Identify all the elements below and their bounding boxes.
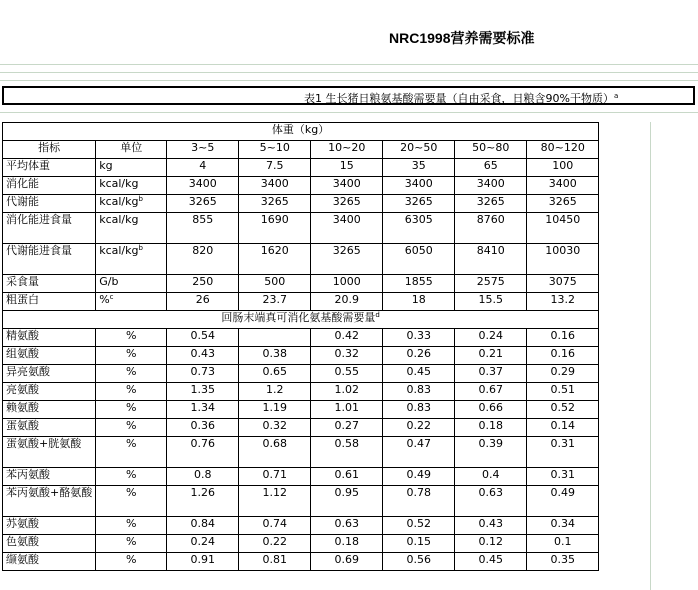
data-cell[interactable]: 0.16 (527, 329, 599, 347)
section-footnote: d (375, 311, 380, 319)
data-cell[interactable]: 0.67 (455, 383, 527, 401)
data-cell[interactable]: 3400 (455, 177, 527, 195)
row-unit[interactable]: % (96, 468, 167, 486)
row-label[interactable]: 精氨酸 (3, 329, 96, 347)
row-unit[interactable]: % (96, 517, 167, 535)
row-label[interactable]: 赖氨酸 (3, 401, 96, 419)
data-cell[interactable]: 0.52 (527, 401, 599, 419)
table-row (3, 329, 599, 347)
table-row (3, 177, 599, 195)
nutrient-table (2, 122, 599, 571)
unit-text: % (99, 293, 110, 306)
data-cell[interactable]: 0.47 (383, 437, 455, 468)
data-cell[interactable]: 0.66 (455, 401, 527, 419)
row-unit[interactable] (96, 159, 167, 177)
data-cell[interactable]: 23.7 (239, 293, 311, 311)
data-cell[interactable]: 0.49 (527, 486, 599, 517)
grid-line (0, 72, 698, 73)
data-cell[interactable]: 1.2 (239, 383, 311, 401)
table-row (3, 365, 599, 383)
data-cell[interactable]: 8410 (455, 244, 527, 275)
data-cell[interactable]: 0.83 (383, 383, 455, 401)
page-title: NRC1998营养需要标准 (389, 30, 535, 46)
data-cell[interactable]: 3265 (311, 244, 383, 275)
row-label[interactable]: 消化能进食量 (3, 213, 96, 244)
data-cell[interactable]: 20.9 (311, 293, 383, 311)
column-header[interactable]: 20~50 (383, 141, 455, 159)
column-header-row (3, 141, 599, 159)
data-cell[interactable]: 3400 (167, 177, 239, 195)
data-cell[interactable]: 0.73 (167, 365, 239, 383)
unit-text: kcal/kg (99, 177, 139, 190)
data-cell[interactable]: 0.52 (383, 517, 455, 535)
data-cell[interactable]: 1690 (239, 213, 311, 244)
data-cell[interactable]: 0.22 (383, 419, 455, 437)
column-header[interactable]: 50~80 (455, 141, 527, 159)
data-cell[interactable]: 0.78 (383, 486, 455, 517)
row-unit[interactable]: % (96, 553, 167, 571)
row-unit[interactable]: % (96, 486, 167, 517)
data-cell[interactable]: 3075 (527, 275, 599, 293)
row-unit[interactable]: % (96, 347, 167, 365)
data-cell[interactable]: 3400 (311, 213, 383, 244)
row-unit[interactable]: % (96, 419, 167, 437)
data-cell[interactable]: 0.58 (311, 437, 383, 468)
section-text: 回肠末端真可消化氨基酸需要量 (221, 311, 376, 324)
column-header[interactable]: 指标 (3, 141, 96, 159)
data-cell[interactable]: 1.26 (167, 486, 239, 517)
data-cell[interactable]: 3400 (239, 177, 311, 195)
table-row (3, 159, 599, 177)
data-cell[interactable]: 0.26 (383, 347, 455, 365)
table-row (3, 419, 599, 437)
data-cell[interactable]: 1855 (383, 275, 455, 293)
data-cell[interactable]: 1.02 (311, 383, 383, 401)
weight-header[interactable]: 体重（kg） (3, 123, 599, 141)
data-cell[interactable]: 0.16 (527, 347, 599, 365)
data-cell[interactable]: 0.56 (383, 553, 455, 571)
table-caption[interactable] (2, 86, 695, 105)
data-cell[interactable]: 100 (527, 159, 599, 177)
row-label[interactable]: 组氨酸 (3, 347, 96, 365)
data-cell[interactable]: 0.14 (527, 419, 599, 437)
data-cell[interactable]: 7.5 (239, 159, 311, 177)
table-row (3, 437, 599, 468)
data-cell[interactable]: 0.43 (455, 517, 527, 535)
data-cell[interactable]: 3400 (383, 177, 455, 195)
data-cell[interactable]: 0.74 (239, 517, 311, 535)
row-label[interactable]: 代谢能进食量 (3, 244, 96, 275)
data-cell[interactable]: 3265 (383, 195, 455, 213)
row-label[interactable]: 苯丙氨酸 (3, 468, 96, 486)
row-label[interactable]: 亮氨酸 (3, 383, 96, 401)
data-cell[interactable]: 3265 (167, 195, 239, 213)
data-cell[interactable]: 0.84 (167, 517, 239, 535)
row-label[interactable]: 代谢能 (3, 195, 96, 213)
data-cell[interactable]: 0.29 (527, 365, 599, 383)
data-cell[interactable]: 1620 (239, 244, 311, 275)
row-label[interactable]: 色氨酸 (3, 535, 96, 553)
table-row (3, 347, 599, 365)
data-cell[interactable]: 0.91 (167, 553, 239, 571)
data-cell[interactable]: 2575 (455, 275, 527, 293)
table-row (3, 213, 599, 244)
table-row (3, 486, 599, 517)
data-cell[interactable]: 3400 (311, 177, 383, 195)
caption-text: 表1 生长猪日粮氨基酸需要量（自由采食，日粮含90%干物质） (304, 92, 614, 105)
data-cell[interactable]: 0.54 (167, 329, 239, 347)
data-cell[interactable]: 0.63 (455, 486, 527, 517)
data-cell[interactable]: 0.37 (455, 365, 527, 383)
data-cell[interactable]: 65 (455, 159, 527, 177)
table-row (3, 383, 599, 401)
row-label[interactable]: 消化能 (3, 177, 96, 195)
row-label[interactable]: 粗蛋白 (3, 293, 96, 311)
data-cell[interactable]: 35 (383, 159, 455, 177)
row-unit[interactable]: % (96, 535, 167, 553)
data-cell[interactable]: 3265 (311, 195, 383, 213)
data-cell[interactable]: 250 (167, 275, 239, 293)
unit-footnote: b (138, 195, 143, 203)
data-cell[interactable]: 8760 (455, 213, 527, 244)
data-cell[interactable]: 15.5 (455, 293, 527, 311)
data-cell[interactable]: 0.68 (239, 437, 311, 468)
row-label[interactable]: 苏氨酸 (3, 517, 96, 535)
column-header[interactable]: 单位 (96, 141, 167, 159)
data-cell[interactable]: 0.21 (455, 347, 527, 365)
row-label[interactable]: 平均体重 (3, 159, 96, 177)
table-row (3, 535, 599, 553)
unit-text: kcal/kg (99, 195, 139, 208)
unit-text: kcal/kg (99, 213, 139, 226)
row-label[interactable]: 采食量 (3, 275, 96, 293)
row-unit[interactable] (96, 195, 167, 213)
row-label[interactable]: 异亮氨酸 (3, 365, 96, 383)
data-cell[interactable]: 0.4 (455, 468, 527, 486)
data-cell[interactable]: 0.8 (167, 468, 239, 486)
data-cell[interactable]: 3265 (455, 195, 527, 213)
data-cell[interactable]: 1.01 (311, 401, 383, 419)
data-cell[interactable]: 13.2 (527, 293, 599, 311)
table-row (3, 401, 599, 419)
data-cell[interactable]: 820 (167, 244, 239, 275)
row-label[interactable]: 苯丙氨酸+酪氨酸 (3, 486, 96, 517)
data-cell[interactable]: 0.22 (239, 535, 311, 553)
table-row (3, 244, 599, 275)
data-cell[interactable]: 0.45 (455, 553, 527, 571)
unit-text: kcal/kg (99, 244, 139, 257)
data-cell[interactable]: 0.55 (311, 365, 383, 383)
data-cell[interactable]: 0.1 (527, 535, 599, 553)
row-unit[interactable]: % (96, 437, 167, 468)
data-cell[interactable]: 0.45 (383, 365, 455, 383)
data-cell[interactable]: 0.24 (455, 329, 527, 347)
row-unit[interactable] (96, 293, 167, 311)
data-cell[interactable]: 0.69 (311, 553, 383, 571)
unit-footnote: b (138, 244, 143, 252)
data-cell[interactable]: 0.65 (239, 365, 311, 383)
column-header[interactable]: 3~5 (167, 141, 239, 159)
data-cell[interactable]: 1.12 (239, 486, 311, 517)
caption-footnote: a (613, 92, 619, 100)
data-cell[interactable]: 6050 (383, 244, 455, 275)
row-unit[interactable] (96, 275, 167, 293)
data-cell[interactable]: 0.76 (167, 437, 239, 468)
row-unit[interactable] (96, 177, 167, 195)
data-cell[interactable]: 0.81 (239, 553, 311, 571)
row-unit[interactable] (96, 244, 167, 275)
data-cell[interactable]: 0.42 (311, 329, 383, 347)
data-cell[interactable]: 0.36 (167, 419, 239, 437)
row-label[interactable]: 蛋氨酸 (3, 419, 96, 437)
grid-line (650, 122, 651, 590)
data-cell[interactable]: 0.43 (167, 347, 239, 365)
table-row (3, 293, 599, 311)
data-cell[interactable]: 0.12 (455, 535, 527, 553)
data-cell[interactable]: 0.18 (455, 419, 527, 437)
data-cell[interactable]: 26 (167, 293, 239, 311)
section-heading[interactable] (3, 311, 599, 329)
data-cell[interactable]: 0.24 (167, 535, 239, 553)
data-cell[interactable]: 3265 (527, 195, 599, 213)
data-cell[interactable]: 500 (239, 275, 311, 293)
data-cell[interactable]: 0.27 (311, 419, 383, 437)
data-cell[interactable]: 0.32 (311, 347, 383, 365)
data-cell[interactable]: 0.38 (239, 347, 311, 365)
data-cell[interactable]: 0.31 (527, 437, 599, 468)
data-cell[interactable]: 0.32 (239, 419, 311, 437)
data-cell[interactable]: 1.19 (239, 401, 311, 419)
column-header[interactable]: 5~10 (239, 141, 311, 159)
grid-line (0, 80, 698, 81)
data-cell[interactable]: 4 (167, 159, 239, 177)
data-cell[interactable]: 855 (167, 213, 239, 244)
row-unit[interactable] (96, 213, 167, 244)
data-cell[interactable]: 0.35 (527, 553, 599, 571)
data-cell[interactable]: 0.71 (239, 468, 311, 486)
table-row (3, 468, 599, 486)
data-cell[interactable]: 0.95 (311, 486, 383, 517)
unit-footnote: c (109, 293, 114, 301)
data-cell[interactable]: 0.51 (527, 383, 599, 401)
data-cell[interactable]: 0.31 (527, 468, 599, 486)
table-row (3, 275, 599, 293)
data-cell[interactable]: 6305 (383, 213, 455, 244)
data-cell[interactable]: 1.35 (167, 383, 239, 401)
data-cell[interactable]: 0.33 (383, 329, 455, 347)
data-cell[interactable]: 1000 (311, 275, 383, 293)
table-row (3, 195, 599, 213)
data-cell[interactable]: 0.61 (311, 468, 383, 486)
data-cell[interactable]: 18 (383, 293, 455, 311)
data-cell[interactable]: 1.34 (167, 401, 239, 419)
table-row (3, 553, 599, 571)
unit-text: G/b (99, 275, 119, 288)
data-cell[interactable]: 10450 (527, 213, 599, 244)
data-cell[interactable]: 3265 (239, 195, 311, 213)
row-unit[interactable]: % (96, 365, 167, 383)
data-cell[interactable]: 10030 (527, 244, 599, 275)
weight-header-row (3, 123, 599, 141)
column-header[interactable]: 10~20 (311, 141, 383, 159)
unit-text: kg (99, 159, 113, 172)
row-unit[interactable]: % (96, 329, 167, 347)
row-unit[interactable]: % (96, 401, 167, 419)
section-row (3, 311, 599, 329)
row-label[interactable]: 蛋氨酸+胱氨酸 (3, 437, 96, 468)
data-cell[interactable]: 0.39 (455, 437, 527, 468)
data-cell[interactable]: 0.34 (527, 517, 599, 535)
data-cell[interactable] (239, 329, 311, 347)
data-cell[interactable]: 15 (311, 159, 383, 177)
data-cell[interactable]: 0.83 (383, 401, 455, 419)
data-cell[interactable]: 3400 (527, 177, 599, 195)
data-cell[interactable]: 0.15 (383, 535, 455, 553)
table-row (3, 517, 599, 535)
grid-line (0, 64, 698, 65)
row-label[interactable]: 缬氨酸 (3, 553, 96, 571)
row-unit[interactable]: % (96, 383, 167, 401)
column-header[interactable]: 80~120 (527, 141, 599, 159)
data-cell[interactable]: 0.49 (383, 468, 455, 486)
grid-line (0, 112, 698, 113)
data-cell[interactable]: 0.18 (311, 535, 383, 553)
data-cell[interactable]: 0.63 (311, 517, 383, 535)
